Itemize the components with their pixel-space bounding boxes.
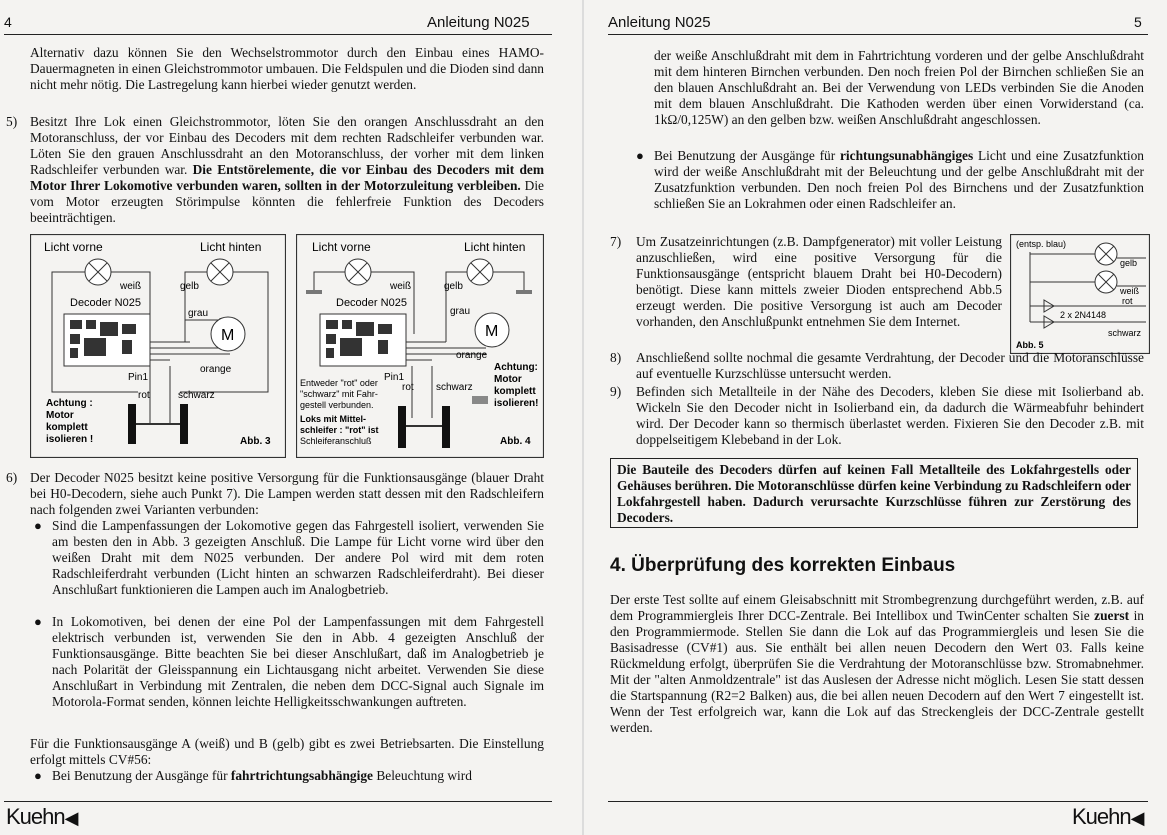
fig4-motor: M [485,323,499,340]
fig4-note-1: Entweder "rot" oder [300,378,378,388]
fig5-label: Abb. 5 [1016,340,1044,350]
wheel-right [442,406,450,448]
item8-paragraph: Anschließend sollte nochmal die gesamte Verdrahtung, der Decoder und die Motoranschlüsse auf eventuelle Kurzschlüsse untersucht werden. [636,350,1144,381]
fig3-motor: M [221,327,235,344]
figure-abb5 [1010,234,1150,354]
item7-paragraph: Um Zusatzeinrichtungen (z.B. Dampfgenerator) mit voller Leistung anzuschließen, wird eine positive Versorgung für die Funktionsausgänge (entspricht blauem Draht bei H0-Decodern) benötigt. Diese kann mittels zweier Dioden entsprechend Abb.5 erzeugt werden. Die positive Versorgung ist auch am Decoder vorhanden, den Anschlußpunkt entnehmen Sie dem Internet. [636,234,1002,329]
left-page [0,0,582,835]
function-paragraph: Für die Funktionsausgänge A (weiß) und B (gelb) gibt es zwei Betriebsarten. Die Einstellung erfolgt mittels CV#56: [30,736,544,767]
fig4-licht-hinten: Licht hinten [464,240,526,254]
section-title: Überprüfung des korrekten Einbaus [631,555,956,576]
footer-rule [608,801,1148,802]
ground-icon [516,290,532,294]
figure-abb3 [30,234,286,458]
fig4-achtung-1: Achtung: [494,362,538,373]
fig4-label: Abb. 4 [500,436,531,447]
ground-icon [306,290,322,294]
bullet4-paragraph [654,148,1144,212]
fig4-achtung-3: komplett [494,386,536,397]
intro-paragraph: Alternativ dazu können Sie den Wechselstrommotor durch den Einbau eines HAMO-Dauermagneten in einen Gleichstrommotor umbauen. Die Feldspulen und die Dioden sind dann nicht mehr nötig. Die Lastregelung kann hierbei wieder genutzt werden. [30,45,544,92]
item9-paragraph: Befinden sich Metallteile in der Nähe des Decoders, kleben Sie diese mit Isolierband ab. Wickeln Sie den Decoder nicht in Isolierband ein, da dadurch die Wärmeabfuhr behindert wird. Der Decoder kann so thermisch überlastet werden. Fixieren Sie den Decoder z.B. mit doppelseitigem Klebeband in der Lok. [636,384,1144,447]
fig4-gelb: gelb [444,281,463,292]
fig4-weiss: weiß [390,281,412,292]
fig5-rot: rot [1122,296,1133,306]
item5-text-a: Besitzt Ihre Lok einen Gleichstrommotor, löten Sie den orangen Anschlussdraht an den Motoranschluss, der vor Einbau des Decoders mit dem rechten Radschleifer verbunden war. Löten Sie den grauen Anschlussdraht an den Motoranschluss, der vorher mit dem linken Radschleifer verbunden war. [30,114,544,177]
fig3-licht-vorne: Licht vorne [44,240,103,254]
warning-box: Die Bauteile des Decoders dürfen auf keinen Fall Metallteile des Lokfahrgestells oder Gehäuses berühren. Die Motoranschlüsse dürfen keine Verbindung zu Radschleifern oder Lokfahrgestell haben. Dadurch verursachte Kurzschlüsse führen zur Zerstörung des Decoders. [610,458,1138,528]
fig3-achtung-3: komplett [46,422,88,433]
page-number: 4 [4,14,12,30]
fig4-grau: grau [450,306,471,317]
wheel-left [128,404,136,444]
fig4-pin1: Pin1 [384,372,405,383]
item-number: 7) [610,234,622,249]
fig5-diodes: 2 x 2N4148 [1060,310,1107,320]
fig3-decoder: Decoder N025 [70,297,141,309]
fig4-orange: orange [456,350,488,361]
item-number: 6) [6,470,18,485]
fig3-achtung-4: isolieren ! [46,434,94,445]
fig3-grau: grau [188,308,209,319]
fig3-licht-hinten: Licht hinten [200,240,262,254]
fig4-achtung-4: isolieren! [494,398,539,409]
section-heading [610,555,955,577]
test-bold: zuerst [1094,608,1130,623]
section-number: 4. [610,555,626,576]
fig3-schwarz: schwarz [178,390,215,401]
logo-text: Kuehn [6,804,65,829]
test-paragraph [610,592,1144,736]
header-title: Anleitung N025 [608,14,711,31]
fig4-note-2: "schwarz" mit Fahr- [300,389,378,399]
fig5-blau: (entsp. blau) [1016,239,1067,249]
fig3-rot: rot [138,390,150,401]
page-number: 5 [1134,14,1142,30]
fig4-rot: rot [402,382,414,393]
bullet2-paragraph: In Lokomotiven, bei denen der eine Pol der Lampenfassungen mit dem Fahrgestell elektrisch verbunden ist, verwenden Sie den in Abb. 4 gezeigten Anschluß der Funktionsausgänge. Bitte beachten Sie bei dieser Anschlußart, daß im Analogbetrieb je nach Polarität der Gleisspannung ein Lichtausgang nicht arbeitet. Verwenden Sie diese Anschlußart in Verbindung mit Zentralen, die neben dem DCC-Signal auch Signale im Motorola-Format senden, können leichte Helligkeitsschwankungen auftreten. [52,614,544,709]
fig3-weiss: weiß [120,281,142,292]
fig4-licht-vorne: Licht vorne [312,240,371,254]
item-number: 9) [610,384,622,399]
fig4-note-5: schleifer : "rot" ist [300,425,379,435]
header-rule [4,34,552,35]
logo-arrow-icon: ◀ [1130,808,1144,828]
kuehn-logo [1072,804,1143,830]
wheel-right [180,404,188,444]
header-title: Anleitung N025 [427,14,530,31]
fig3-achtung-1: Achtung : [46,398,93,409]
item-number: 8) [610,350,622,365]
fig4-note-4: Loks mit Mittel- [300,414,367,424]
item5-paragraph [30,114,544,226]
bullet3-text-b: Beleuchtung wird [372,768,472,783]
ground-icon [472,396,488,404]
fig5-schwarz: schwarz [1108,328,1142,338]
bullet4-text-a: Bei Benutzung der Ausgänge für [654,148,840,163]
bullet4-bold: richtungsunabhängiges [839,148,974,163]
fig3-pin1: Pin1 [128,372,149,383]
fig3-orange: orange [200,364,232,375]
fig3-achtung-2: Motor [46,410,74,421]
test-text-b: in den Programmiermode. Stellen Sie dann die Lok auf das Programmiergleis und lesen Sie die Basisadresse (CV#1) aus. Sie enthält bei allen neuen Decodern den Wert 03. Falls keine Rückmeldung erfolgt, überprüfen Sie die Verdrahtung der Motoranschlüsse bzw. Stromabnehmer. Mit der "alten Anmoldzentrale" ist das Auslesen der Adresse nicht möglich. Lesen Sie statt dessen die Startspannung (R2=2 Balken) aus, die bei allen neuen Decodern auf den Wert 7 eingestellt ist. Wenn der Test erfolgreich war, kann die Lok auf das Streckengleis der DCC-Zentrale gestellt werden. [610,608,1144,735]
bullet-icon: ● [34,768,42,783]
bullet3-paragraph [52,768,544,784]
test-text-a: Der erste Test sollte auf einem Gleisabschnitt mit Strombegrenzung durchgeführt werden, z.B. auf dem Programmiergleis Ihrer DCC-Zentrale. Bei Intellibox und TwinCenter schalten Sie [610,592,1144,623]
logo-text: Kuehn [1072,804,1131,829]
kuehn-logo [6,804,77,830]
fig4-achtung-2: Motor [494,374,522,385]
fig3-label: Abb. 3 [240,436,271,447]
item5-text-b: Die vom Motor erzeugten Störimpulse könnten die fehlerfreie Funktion des Decoders beeinträchtigen. [30,178,544,225]
bullet4-text-b: Licht und eine Zusatzfunktion wird der weiße Anschlußdraht mit der Beleuchtung und der gelbe Anschlußdraht mit der Zusatzfunktion verbunden. Den noch freien Pol des Birnchens und der Zusatzfunktion schließen Sie an Lokrahmen oder einen Radschleifer an. [654,148,1144,211]
right-page [584,0,1167,835]
wheel-left [398,406,406,448]
continued-paragraph: der weiße Anschlußdraht mit dem in Fahrtrichtung vorderen und der gelbe Anschlußdraht mit dem hinteren Birnchen verbunden. Den noch freien Pol der Birnchen schließen Sie an den blauen Anschlußdraht an. Bei der Verwendung von LEDs verbinden Sie die Anoden mit dem blauen Anschlußdraht. Die Kathoden werden über einen Vorwiderstand (ca. 1kΩ/0,125W) an den gelben bzw. weißen Anschlußdraht angeschlossen. [654,48,1144,127]
fig4-note-6: Schleiferanschluß [300,436,372,446]
fig4-decoder: Decoder N025 [336,297,407,309]
fig4-schwarz: schwarz [436,382,473,393]
bullet1-paragraph: Sind die Lampenfassungen der Lokomotive gegen das Fahrgestell isoliert, verwenden Sie am besten den in Abb. 3 gezeigten Anschluß. Die Lampe für Licht vorne wird über den weißen Draht mit dem N025 verbunden. Der andere Pol wird mit dem roten Radschleiferdraht verbunden (Licht hinten an schwarzen Radschleiferdraht). Bei dieser Anschlußart funktionieren die Lampen auch im Analogbetrieb. [52,518,544,597]
fig4-note-3: gestell verbunden. [300,400,374,410]
item-number: 5) [6,114,18,129]
bullet-icon: ● [636,148,644,163]
bullet-icon: ● [34,614,42,629]
bullet-icon: ● [34,518,42,533]
figure-abb4 [296,234,544,458]
fig5-gelb: gelb [1120,258,1138,268]
bullet3-text-a: Bei Benutzung der Ausgänge für [52,768,231,783]
item5-bold: Die Entstörelemente, die vor Einbau des Decoders mit dem Motor Ihrer Lokomotive verbunden waren, sollten in der Motorzuleitung verbleiben. [30,162,544,193]
logo-arrow-icon: ◀ [64,808,78,828]
bullet3-bold: fahrtrichtungsabhängige [230,768,373,783]
fig3-gelb: gelb [180,281,199,292]
footer-rule [4,801,552,802]
item6-paragraph: Der Decoder N025 besitzt keine positive Versorgung für die Funktionsausgänge (blauer Draht bei H0-Decodern, siehe auch Punkt 7). Die Lampen werden statt dessen mit den Radschleifern nach folgenden zwei Varianten verbunden: [30,470,544,517]
header-rule [608,34,1148,35]
fig5-weiss: weiß [1120,286,1140,296]
